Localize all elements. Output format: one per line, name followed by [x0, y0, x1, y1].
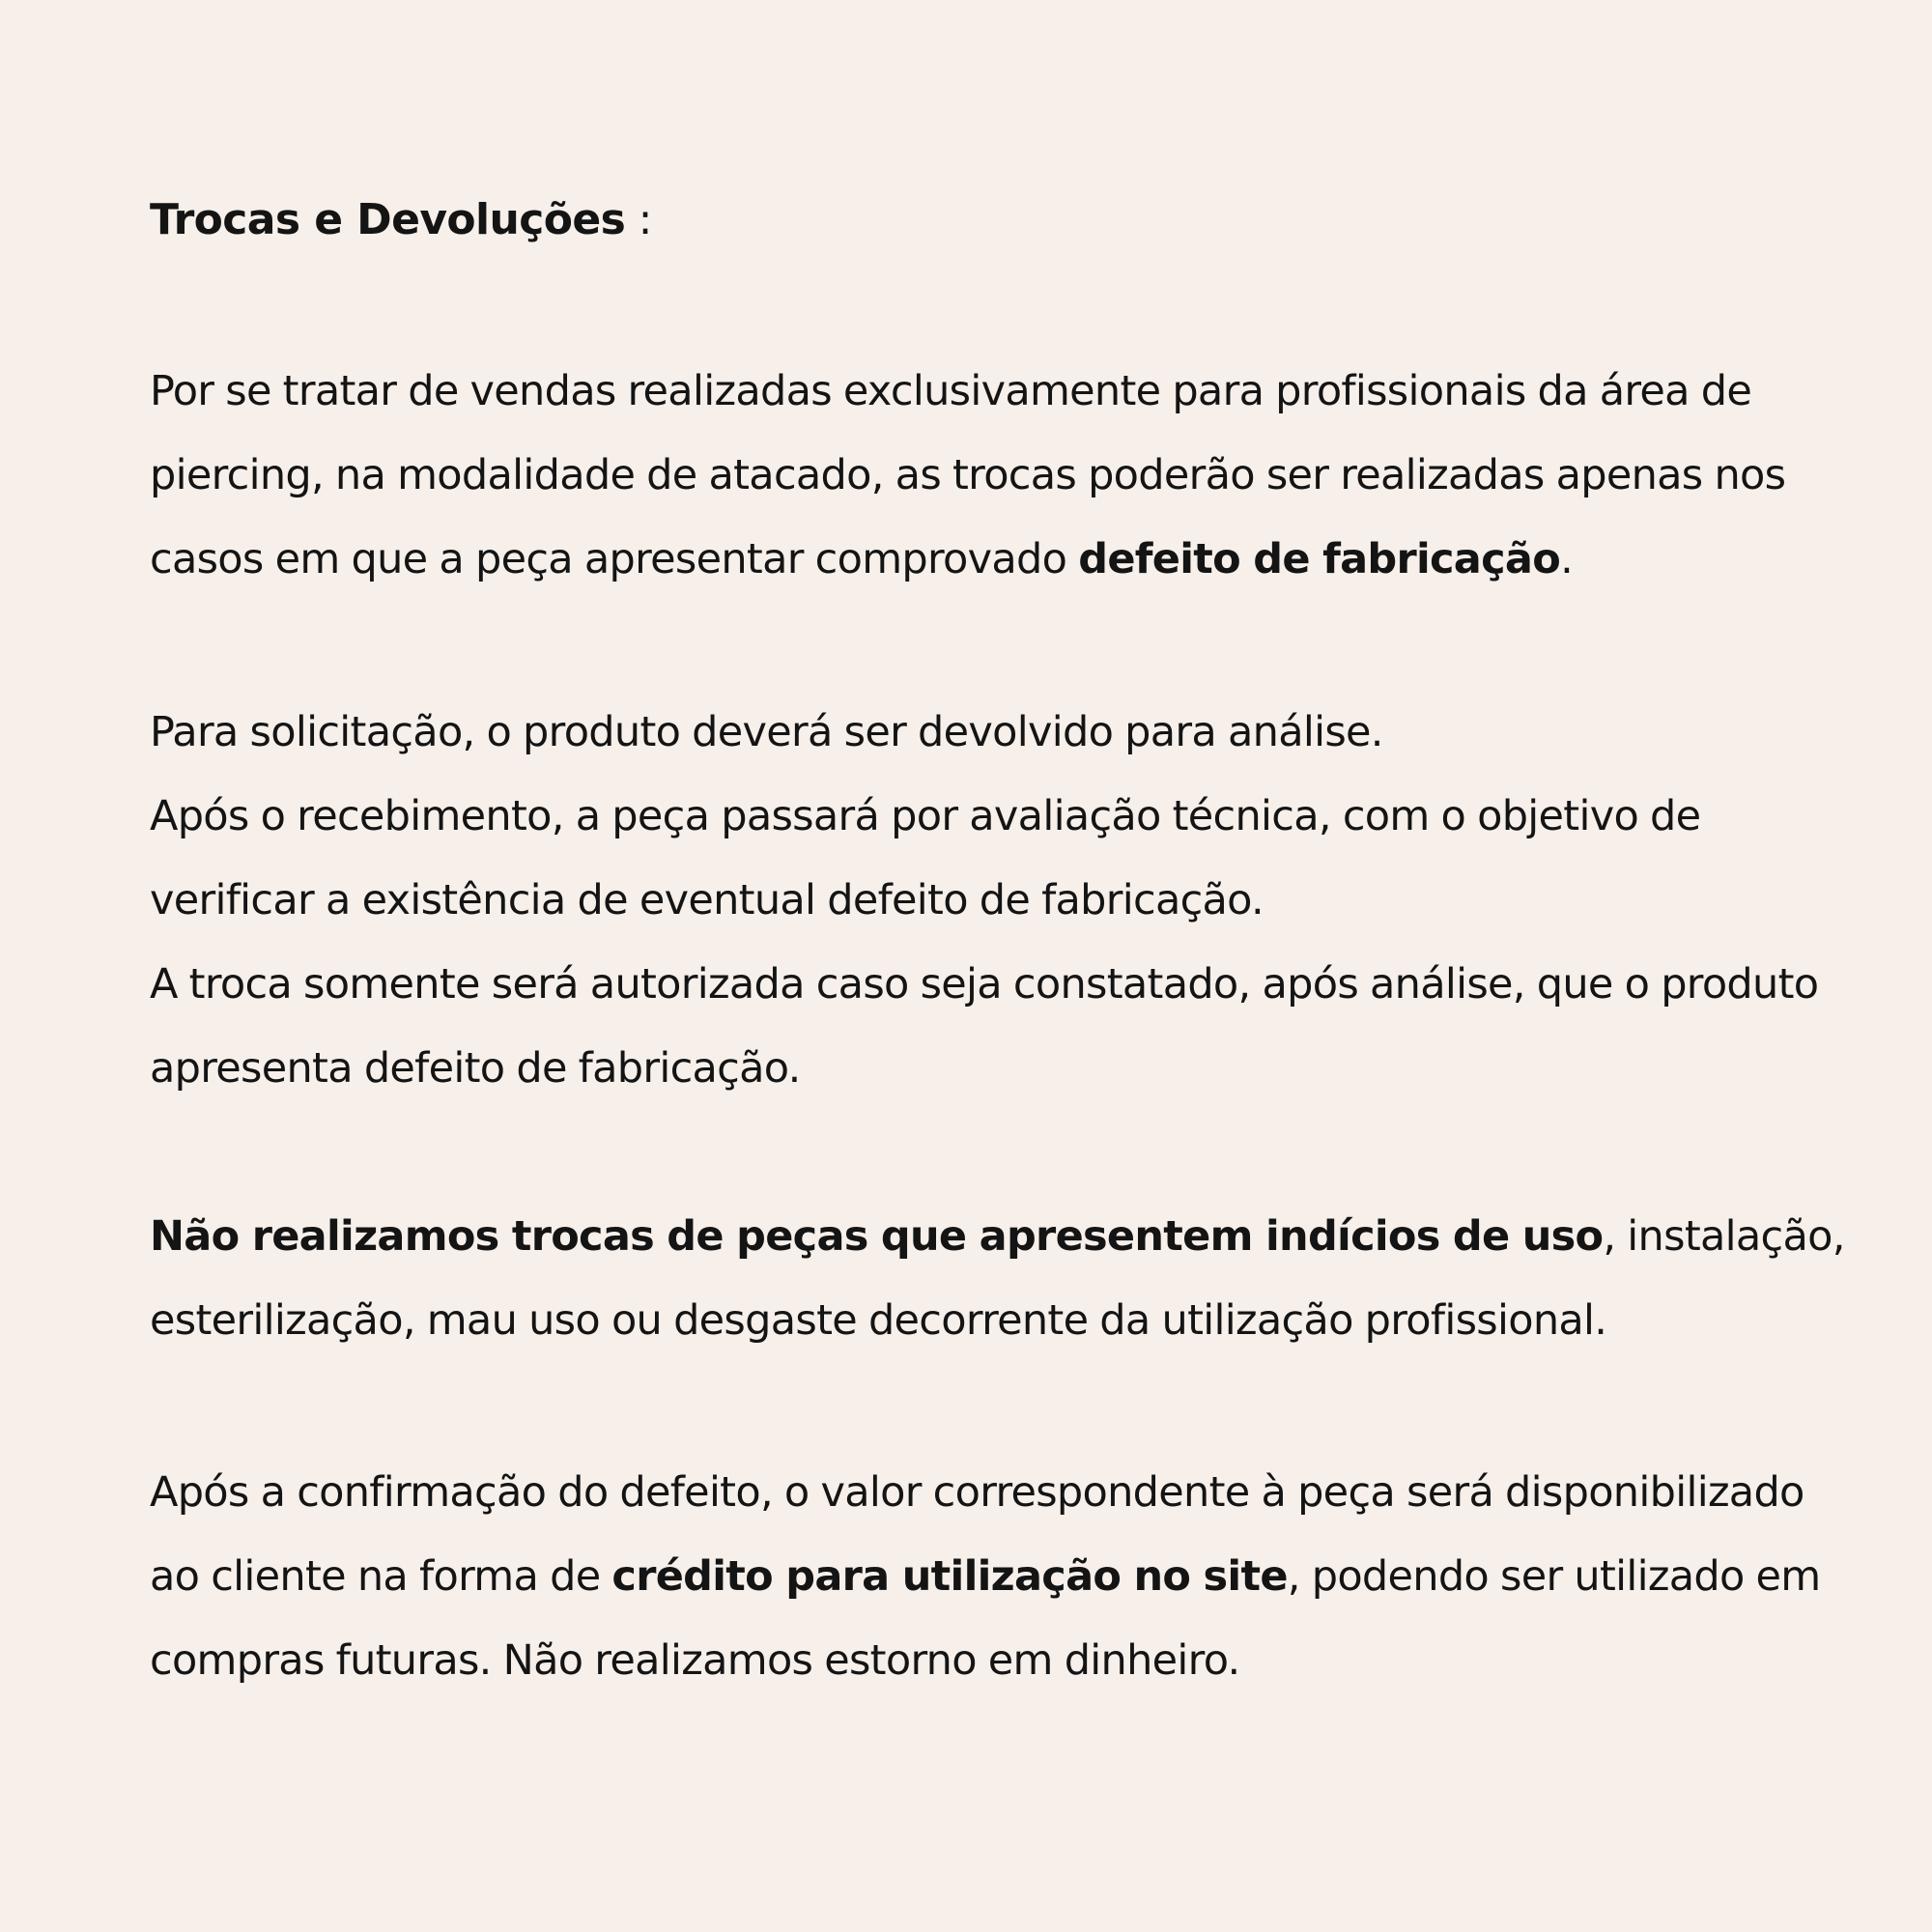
paragraph-line: verificar a existência de eventual defeito de fabricação. — [150, 876, 1264, 924]
paragraph-line: Por se tratar de vendas realizadas exclusivamente para profissionais da área de — [150, 367, 1752, 415]
paragraph-line — [150, 1535, 1893, 1619]
paragraph-no-exchange-used — [150, 1195, 1893, 1363]
bold-text-defect: defeito de fabricação — [1078, 535, 1561, 583]
text-segment: casos em que a peça apresentar comprovado — [150, 535, 1079, 583]
page-title-bold: Trocas e Devoluções — [150, 195, 626, 244]
paragraph-line: apresenta defeito de fabricação. — [150, 1044, 801, 1093]
text-segment: . — [1560, 535, 1574, 583]
text-segment: , podendo ser utilizado em — [1287, 1552, 1821, 1601]
paragraph-line: Após a confirmação do defeito, o valor correspondente à peça será disponibilizado — [150, 1468, 1804, 1517]
paragraph-line: Após o recebimento, a peça passará por avaliação técnica, com o objetivo de — [150, 792, 1701, 840]
paragraph-line — [150, 518, 1893, 602]
paragraph-wholesale-policy — [150, 350, 1893, 602]
paragraph-line: A troca somente será autorizada caso seja constatado, após análise, que o produto — [150, 960, 1819, 1009]
bold-text-no-exchange: Não realizamos trocas de peças que apresentem indícios de uso — [150, 1212, 1604, 1261]
page-title-suffix: : — [625, 195, 652, 244]
bold-text-credit: crédito para utilização no site — [611, 1552, 1288, 1601]
text-segment: ao cliente na forma de — [150, 1552, 612, 1601]
paragraph-request-process — [150, 691, 1893, 1111]
page-title — [150, 189, 652, 251]
paragraph-line: compras futuras. Não realizamos estorno em dinheiro. — [150, 1636, 1240, 1685]
paragraph-line: Para solicitação, o produto deverá ser devolvido para análise. — [150, 708, 1383, 756]
paragraph-line: esterilização, mau uso ou desgaste decorrente da utilização profissional. — [150, 1296, 1607, 1345]
text-segment: , instalação, — [1603, 1212, 1845, 1261]
paragraph-line — [150, 1195, 1893, 1279]
paragraph-line: piercing, na modalidade de atacado, as trocas poderão ser realizadas apenas nos — [150, 451, 1786, 499]
paragraph-store-credit — [150, 1451, 1893, 1703]
